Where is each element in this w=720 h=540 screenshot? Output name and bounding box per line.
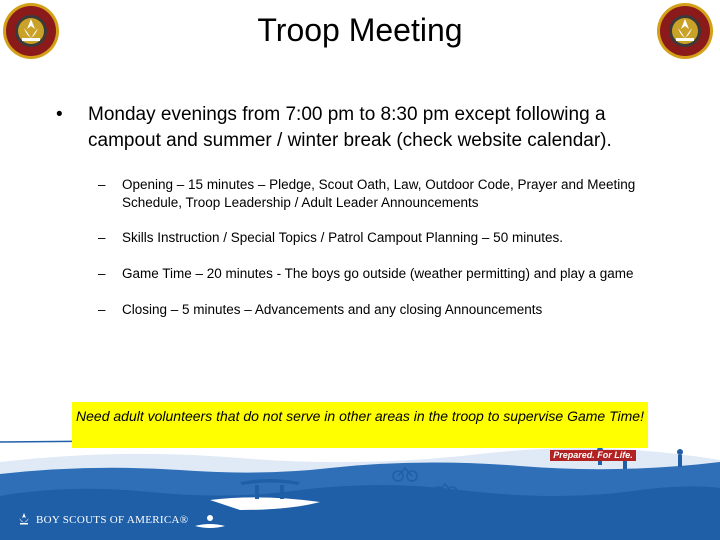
main-bullet — [56, 102, 660, 154]
sub-bullet-text: Game Time – 20 minutes - The boys go outside (weather permitting) and play a game — [122, 266, 634, 281]
bsa-wordmark: BOY SCOUTS OF AMERICA® — [36, 514, 189, 526]
sub-bullet-game-time — [98, 265, 678, 283]
sub-bullet-marker: – — [98, 302, 106, 317]
troop-seal-icon — [656, 2, 714, 60]
sub-bullet-text: Closing – 5 minutes – Advancements and any closing Announcements — [122, 302, 543, 317]
sub-bullet-skills — [98, 229, 678, 247]
troop-seal-icon — [2, 2, 60, 60]
page-title: Troop Meeting — [257, 12, 463, 48]
sub-bullet-text: Opening – 15 minutes – Pledge, Scout Oath, Law, Outdoor Code, Prayer and Meeting Schedule, Troop Leadership / Adult Leader Announcements — [122, 177, 636, 210]
volunteer-callout: Need adult volunteers that do not serve in other areas in the troop to supervise Game Time! — [72, 402, 648, 448]
sub-bullet-marker: – — [98, 177, 106, 192]
fleur-de-lis-icon — [16, 512, 32, 528]
tagline-badge: Prepared. For Life. — [550, 450, 636, 461]
sub-bullet-opening — [98, 176, 678, 212]
bullet-text: Monday evenings from 7:00 pm to 8:30 pm except following a campout and summer / winter break (check website calendar). — [88, 104, 612, 151]
sub-bullet-marker: – — [98, 230, 106, 245]
bullet-marker: • — [56, 104, 63, 125]
sub-bullet-marker: – — [98, 266, 106, 281]
sub-bullet-text: Skills Instruction / Special Topics / Patrol Campout Planning – 50 minutes. — [122, 230, 563, 245]
sub-bullet-closing — [98, 301, 678, 319]
